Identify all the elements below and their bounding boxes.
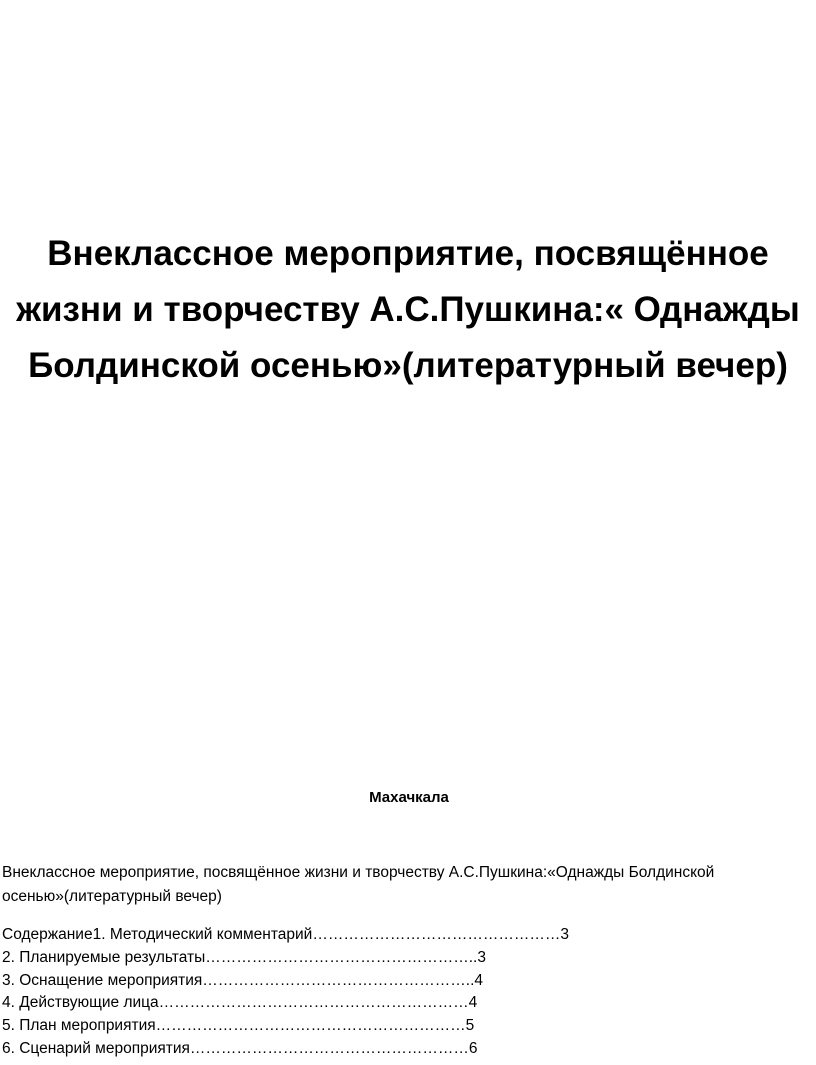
toc-entry-4: 4. Действующие лица……………………………………………………4 <box>2 994 478 1012</box>
toc-entry-1: Содержание1. Методический комментарий…………………………………………3 <box>2 926 569 943</box>
toc-entry-2: 2. Планируемые результаты……………………………………………..3 <box>2 948 486 966</box>
title-line-3: Болдинской осенью»(литературный вечер) <box>28 346 788 385</box>
subtitle-line-1: Внеклассное мероприятие, посвящённое жизни и творчеству А.С.Пушкина:«Однажды Болдинской <box>2 864 715 881</box>
toc-entry-6: 6. Сценарий мероприятия………………………………………………6 <box>2 1039 478 1057</box>
subtitle-line-2: осенью»(литературный вечер) <box>2 888 222 905</box>
toc-entry-3: 3. Оснащение мероприятия……………………………………………..4 <box>2 971 484 989</box>
toc-entry-5: 5. План мероприятия……………………………………………………5 <box>2 1017 475 1035</box>
city-name: Махачкала <box>369 789 449 806</box>
title-line-1: Внеклассное мероприятие, посвящённое <box>47 234 769 273</box>
document-subtitle <box>2 861 792 909</box>
document-title <box>0 226 816 394</box>
table-of-contents <box>2 924 792 1061</box>
title-line-2: жизни и творчеству А.С.Пушкина:« Однажды <box>16 290 800 329</box>
